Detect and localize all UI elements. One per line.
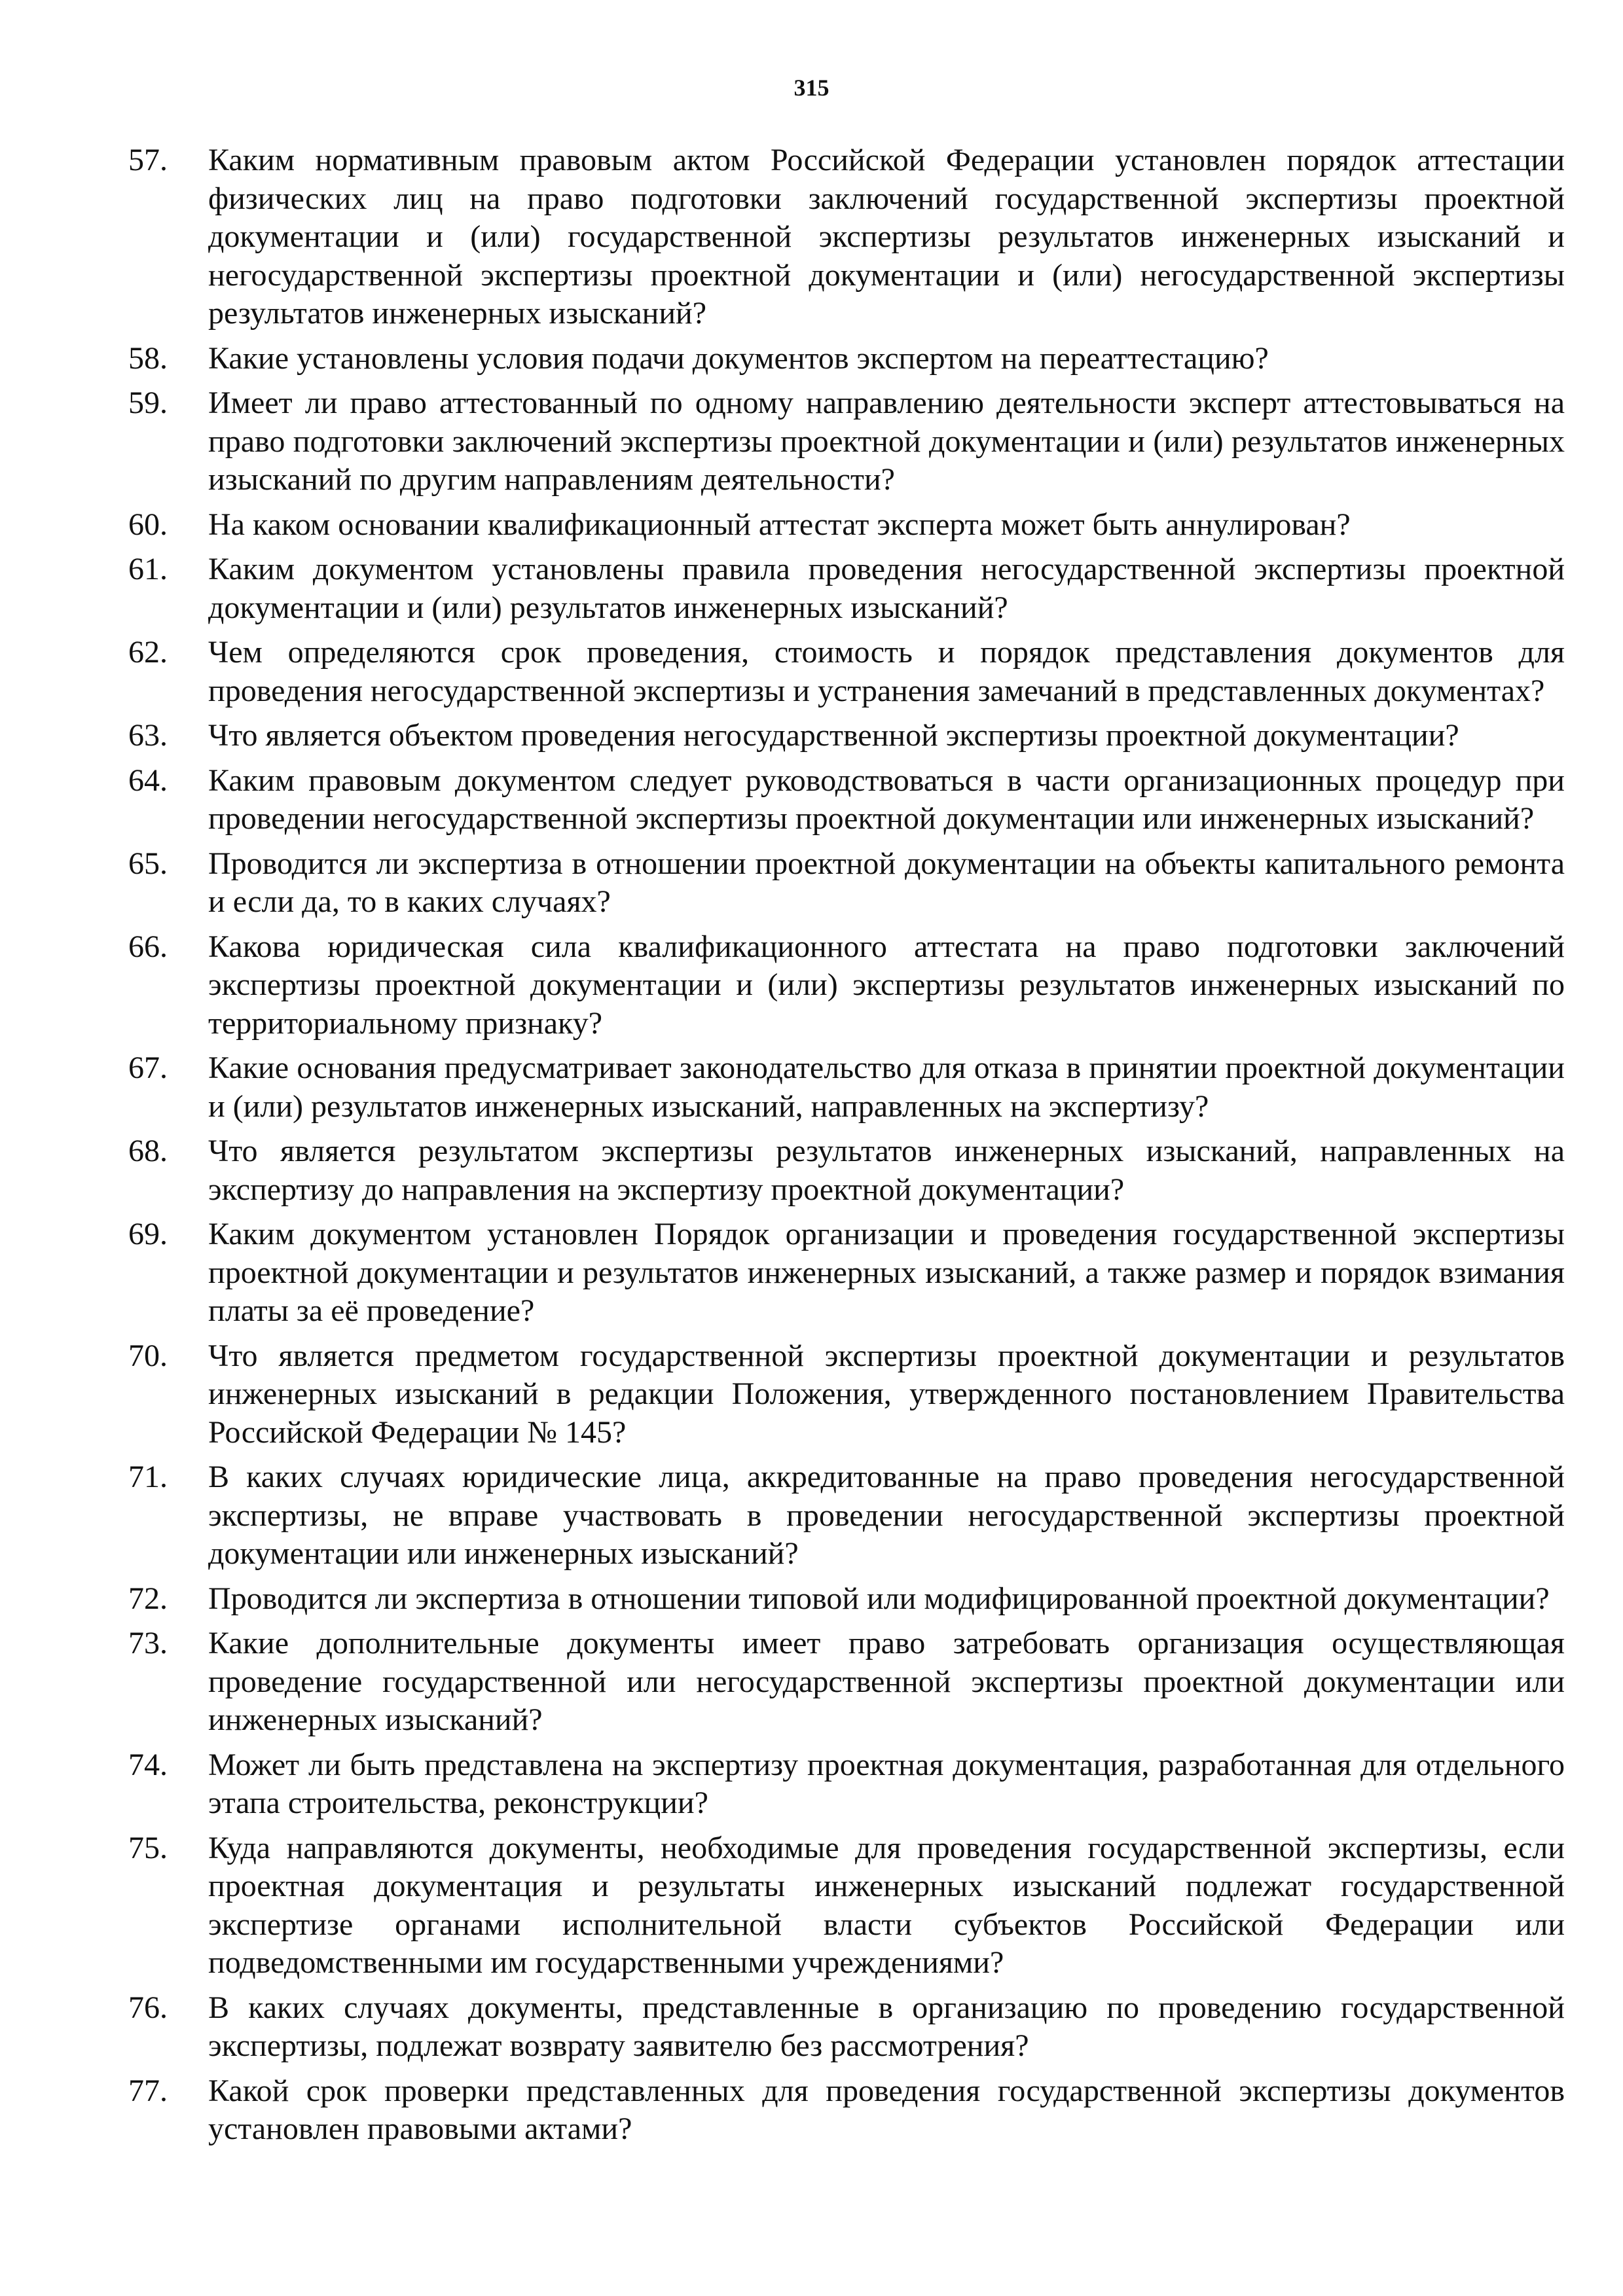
question-text: В каких случаях документы, представленные в организацию по проведению государственной экспертизы, подлежат возврату заявителю без рассмотрения? — [208, 1990, 1565, 2063]
question-number: 59. — [128, 386, 168, 420]
question-item — [128, 141, 1565, 333]
question-number: 61. — [128, 552, 168, 586]
question-item — [128, 634, 1565, 710]
question-text: Проводится ли экспертиза в отношении типовой или модифицированной проектной документации? — [208, 1581, 1550, 1616]
question-number: 74. — [128, 1747, 168, 1782]
question-item — [128, 1829, 1565, 1982]
question-number: 73. — [128, 1626, 168, 1660]
question-text: Чем определяются срок проведения, стоимость и порядок представления документов для проведения негосударственной экспертизы и устранения замечаний в представленных документах? — [208, 635, 1565, 708]
question-text: В каких случаях юридические лица, аккредитованные на право проведения негосударственной экспертизы, не вправе участвовать в проведении негосударственной экспертизы проектной документации или инженерных изысканий? — [208, 1460, 1565, 1571]
question-text: Какие дополнительные документы имеет право затребовать организация осуществляющая проведение государственной или негосударственной экспертизы проектной документации или инженерных изысканий? — [208, 1626, 1565, 1737]
question-number: 71. — [128, 1460, 168, 1494]
question-number: 76. — [128, 1990, 168, 2025]
question-number: 68. — [128, 1134, 168, 1168]
question-text: На каком основании квалификационный аттестат эксперта может быть аннулирован? — [208, 507, 1351, 542]
question-number: 63. — [128, 718, 168, 753]
question-text: Каким нормативным правовым актом Российской Федерации установлен порядок аттестации физических лиц на право подготовки заключений государственной экспертизы проектной документации и (или) государственной экспертизы результатов инженерных изысканий и негосударственной экспертизы проектной документации и (или) негосударственной экспертизы результатов инженерных изысканий? — [208, 143, 1565, 331]
question-list — [128, 141, 1565, 2155]
question-item — [128, 2072, 1565, 2149]
question-text: Какой срок проверки представленных для проведения государственной экспертизы документов установлен правовыми актами? — [208, 2073, 1565, 2146]
question-text: Каким документом установлен Порядок организации и проведения государственной экспертизы проектной документации и результатов инженерных изысканий, а также размер и порядок взимания платы за её проведение? — [208, 1217, 1565, 1328]
question-number: 64. — [128, 762, 168, 798]
question-text: Может ли быть представлена на экспертизу проектная документация, разработанная для отдельного этапа строительства, реконструкции? — [208, 1747, 1565, 1820]
question-text: Что является объектом проведения негосударственной экспертизы проектной документации? — [208, 718, 1459, 753]
question-number: 67. — [128, 1050, 168, 1085]
question-item — [128, 1624, 1565, 1740]
question-text: Что является предметом государственной экспертизы проектной документации и результатов инженерных изысканий в редакции Положения, утвержденного постановлением Правительства Российской Федерации № 145? — [208, 1338, 1565, 1450]
question-text: Куда направляются документы, необходимые для проведения государственной экспертизы, если проектная документация и результаты инженерных изысканий подлежат государственной экспертизе органами исполнительной власти субъектов Российской Федерации или подведомственными им государственными учреждениями? — [208, 1830, 1565, 1980]
question-number: 72. — [128, 1581, 168, 1616]
question-number: 66. — [128, 929, 168, 964]
question-text: Какова юридическая сила квалификационного аттестата на право подготовки заключений экспертизы проектной документации и (или) экспертизы результатов инженерных изысканий по территориальному признаку? — [208, 929, 1565, 1041]
question-number: 62. — [128, 635, 168, 670]
question-number: 65. — [128, 846, 168, 881]
question-item — [128, 384, 1565, 499]
question-text: Что является результатом экспертизы результатов инженерных изысканий, направленных на экспертизу до направления на экспертизу проектной документации? — [208, 1134, 1565, 1207]
question-item — [128, 1049, 1565, 1126]
question-number: 69. — [128, 1217, 168, 1251]
page-number: 315 — [793, 75, 830, 101]
question-item — [128, 1580, 1565, 1619]
question-number: 70. — [128, 1338, 168, 1373]
question-text: Проводится ли экспертиза в отношении проектной документации на объекты капитального ремонта и если да, то в каких случаях? — [208, 846, 1565, 919]
question-number: 77. — [128, 2073, 168, 2108]
question-item — [128, 717, 1565, 755]
question-item — [128, 1215, 1565, 1331]
question-item — [128, 1989, 1565, 2066]
question-item — [128, 340, 1565, 378]
question-item — [128, 506, 1565, 545]
question-text: Имеет ли право аттестованный по одному направлению деятельности эксперт аттестовываться на право подготовки заключений экспертизы проектной документации и (или) результатов инженерных изысканий по другим направлениям деятельности? — [208, 386, 1565, 497]
question-item — [128, 1746, 1565, 1823]
question-item — [128, 928, 1565, 1043]
question-text: Какие установлены условия подачи документов экспертом на переаттестацию? — [208, 340, 1269, 376]
question-text: Каким документом установлены правила проведения негосударственной экспертизы проектной документации и (или) результатов инженерных изысканий? — [208, 552, 1565, 625]
question-item — [128, 1337, 1565, 1452]
question-item — [128, 550, 1565, 627]
question-item — [128, 762, 1565, 838]
question-text: Каким правовым документом следует руководствоваться в части организационных процедур при проведении негосударственной экспертизы проектной документации или инженерных изысканий? — [208, 762, 1565, 836]
question-number: 57. — [128, 143, 168, 177]
question-item — [128, 845, 1565, 922]
question-number: 75. — [128, 1830, 168, 1865]
question-text: Какие основания предусматривает законодательство для отказа в принятии проектной документации и (или) результатов инженерных изысканий, направленных на экспертизу? — [208, 1050, 1565, 1124]
question-item — [128, 1132, 1565, 1209]
question-number: 58. — [128, 340, 168, 376]
question-number: 60. — [128, 507, 168, 542]
question-item — [128, 1458, 1565, 1573]
